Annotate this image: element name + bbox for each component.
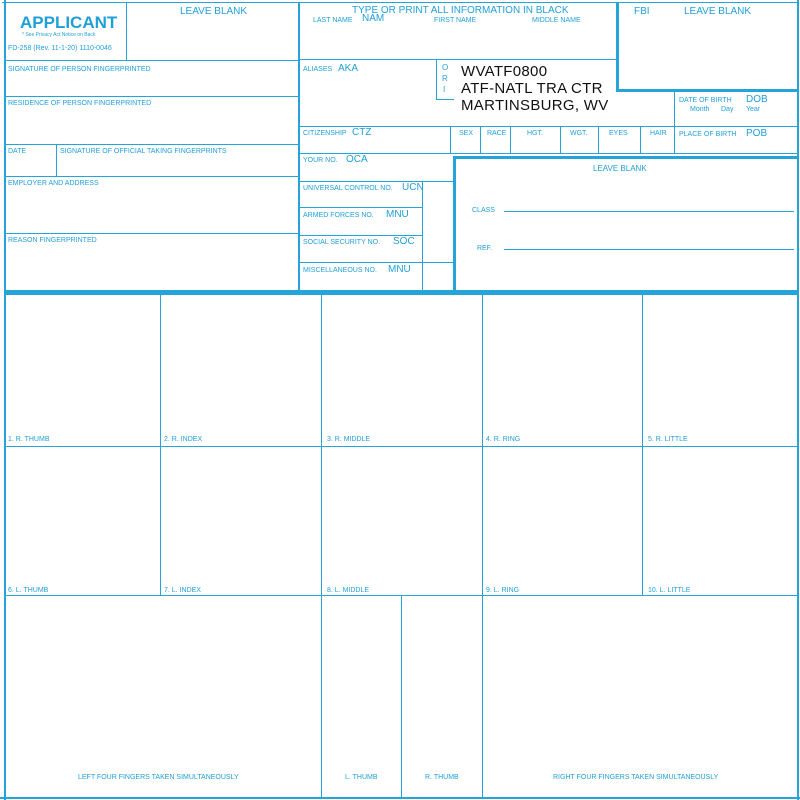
leave-blank-fbi: LEAVE BLANK [684,6,752,17]
finger-l-thumb: 6. L. THUMB [8,587,49,594]
leave-blank-header: LEAVE BLANK [180,6,248,17]
privacy-note: * See Privacy Act Notice on Back [22,32,96,38]
ori-letter-o: O [442,63,449,72]
dob-year: Year [746,106,761,113]
ref-label: REF. [477,245,493,252]
ssn-value[interactable]: SOC [393,236,415,247]
form-id: FD-258 (Rev. 11-1-20) 1110-0046 [8,45,112,52]
leave-blank-box-title: LEAVE BLANK [593,164,647,173]
finger-r-thumb: 1. R. THUMB [8,436,50,443]
dob-label: DATE OF BIRTH [679,97,732,104]
first-name-label: FIRST NAME [434,17,477,24]
l-thumb-simultaneous-label: L. THUMB [345,774,378,781]
applicant-title: APPLICANT [20,13,118,32]
misc-label: MISCELLANEOUS NO. [303,267,377,274]
your-no-label: YOUR NO. [303,157,338,164]
reason-label: REASON FINGERPRINTED [8,237,97,244]
dob-month: Month [690,106,710,113]
aliases-label: ALIASES [303,66,333,73]
last-name-value[interactable]: NAM [362,13,385,24]
ori-letter-r: R [442,74,448,83]
pob-label: PLACE OF BIRTH [679,131,737,138]
finger-r-index: 2. R. INDEX [164,436,203,443]
misc-value[interactable]: MNU [388,264,411,275]
fbi-label: FBI [634,6,650,17]
finger-r-ring: 4. R. RING [486,436,521,443]
finger-r-little: 5. R. LITTLE [648,436,688,443]
armed-forces-label: ARMED FORCES NO. [303,212,374,219]
finger-l-little: 10. L. LITTLE [648,587,691,594]
finger-l-middle: 8. L. MIDDLE [327,587,370,594]
race-label: RACE [487,130,507,137]
wgt-label: WGT. [570,130,588,137]
finger-l-ring: 9. L. RING [486,587,520,594]
citizenship-label: CITIZENSHIP [303,130,347,137]
employer-label: EMPLOYER AND ADDRESS [8,180,99,187]
right-four-fingers-label: RIGHT FOUR FINGERS TAKEN SIMULTANEOUSLY [553,774,719,781]
hair-label: HAIR [650,130,667,137]
official-signature-label: SIGNATURE OF OFFICIAL TAKING FINGERPRINTS [60,148,227,155]
left-four-fingers-label: LEFT FOUR FINGERS TAKEN SIMULTANEOUSLY [78,774,239,781]
ucn-value[interactable]: UCN [402,182,424,193]
ori-number: WVATF0800 [461,63,548,80]
middle-name-label: MIDDLE NAME [532,17,581,24]
armed-forces-value[interactable]: MNU [386,209,409,220]
ori-agency: ATF-NATL TRA CTR [461,80,603,97]
class-label: CLASS [472,207,495,214]
hgt-label: HGT. [527,130,543,137]
sex-label: SEX [459,130,474,137]
pob-value[interactable]: POB [746,128,768,139]
citizenship-value[interactable]: CTZ [352,127,372,138]
last-name-label: LAST NAME [313,17,353,24]
dob-day: Day [721,106,734,113]
finger-r-middle: 3. R. MIDDLE [327,436,371,443]
ori-location: MARTINSBURG, WV [461,97,609,114]
ori-letter-i: I [443,85,446,94]
r-thumb-simultaneous-label: R. THUMB [425,774,459,781]
ucn-label: UNIVERSAL CONTROL NO. [303,185,393,192]
ssn-label: SOCIAL SECURITY NO. [303,239,381,246]
date-label: DATE [8,148,27,155]
signature-label: SIGNATURE OF PERSON FINGERPRINTED [8,66,151,73]
finger-l-index: 7. L. INDEX [164,587,201,594]
aliases-value[interactable]: AKA [338,63,359,74]
dob-value[interactable]: DOB [746,94,768,105]
print-instruction: TYPE OR PRINT ALL INFORMATION IN BLACK [352,5,569,16]
eyes-label: EYES [609,130,628,137]
residence-label: RESIDENCE OF PERSON FINGERPRINTED [8,100,152,107]
your-no-value[interactable]: OCA [346,154,368,165]
